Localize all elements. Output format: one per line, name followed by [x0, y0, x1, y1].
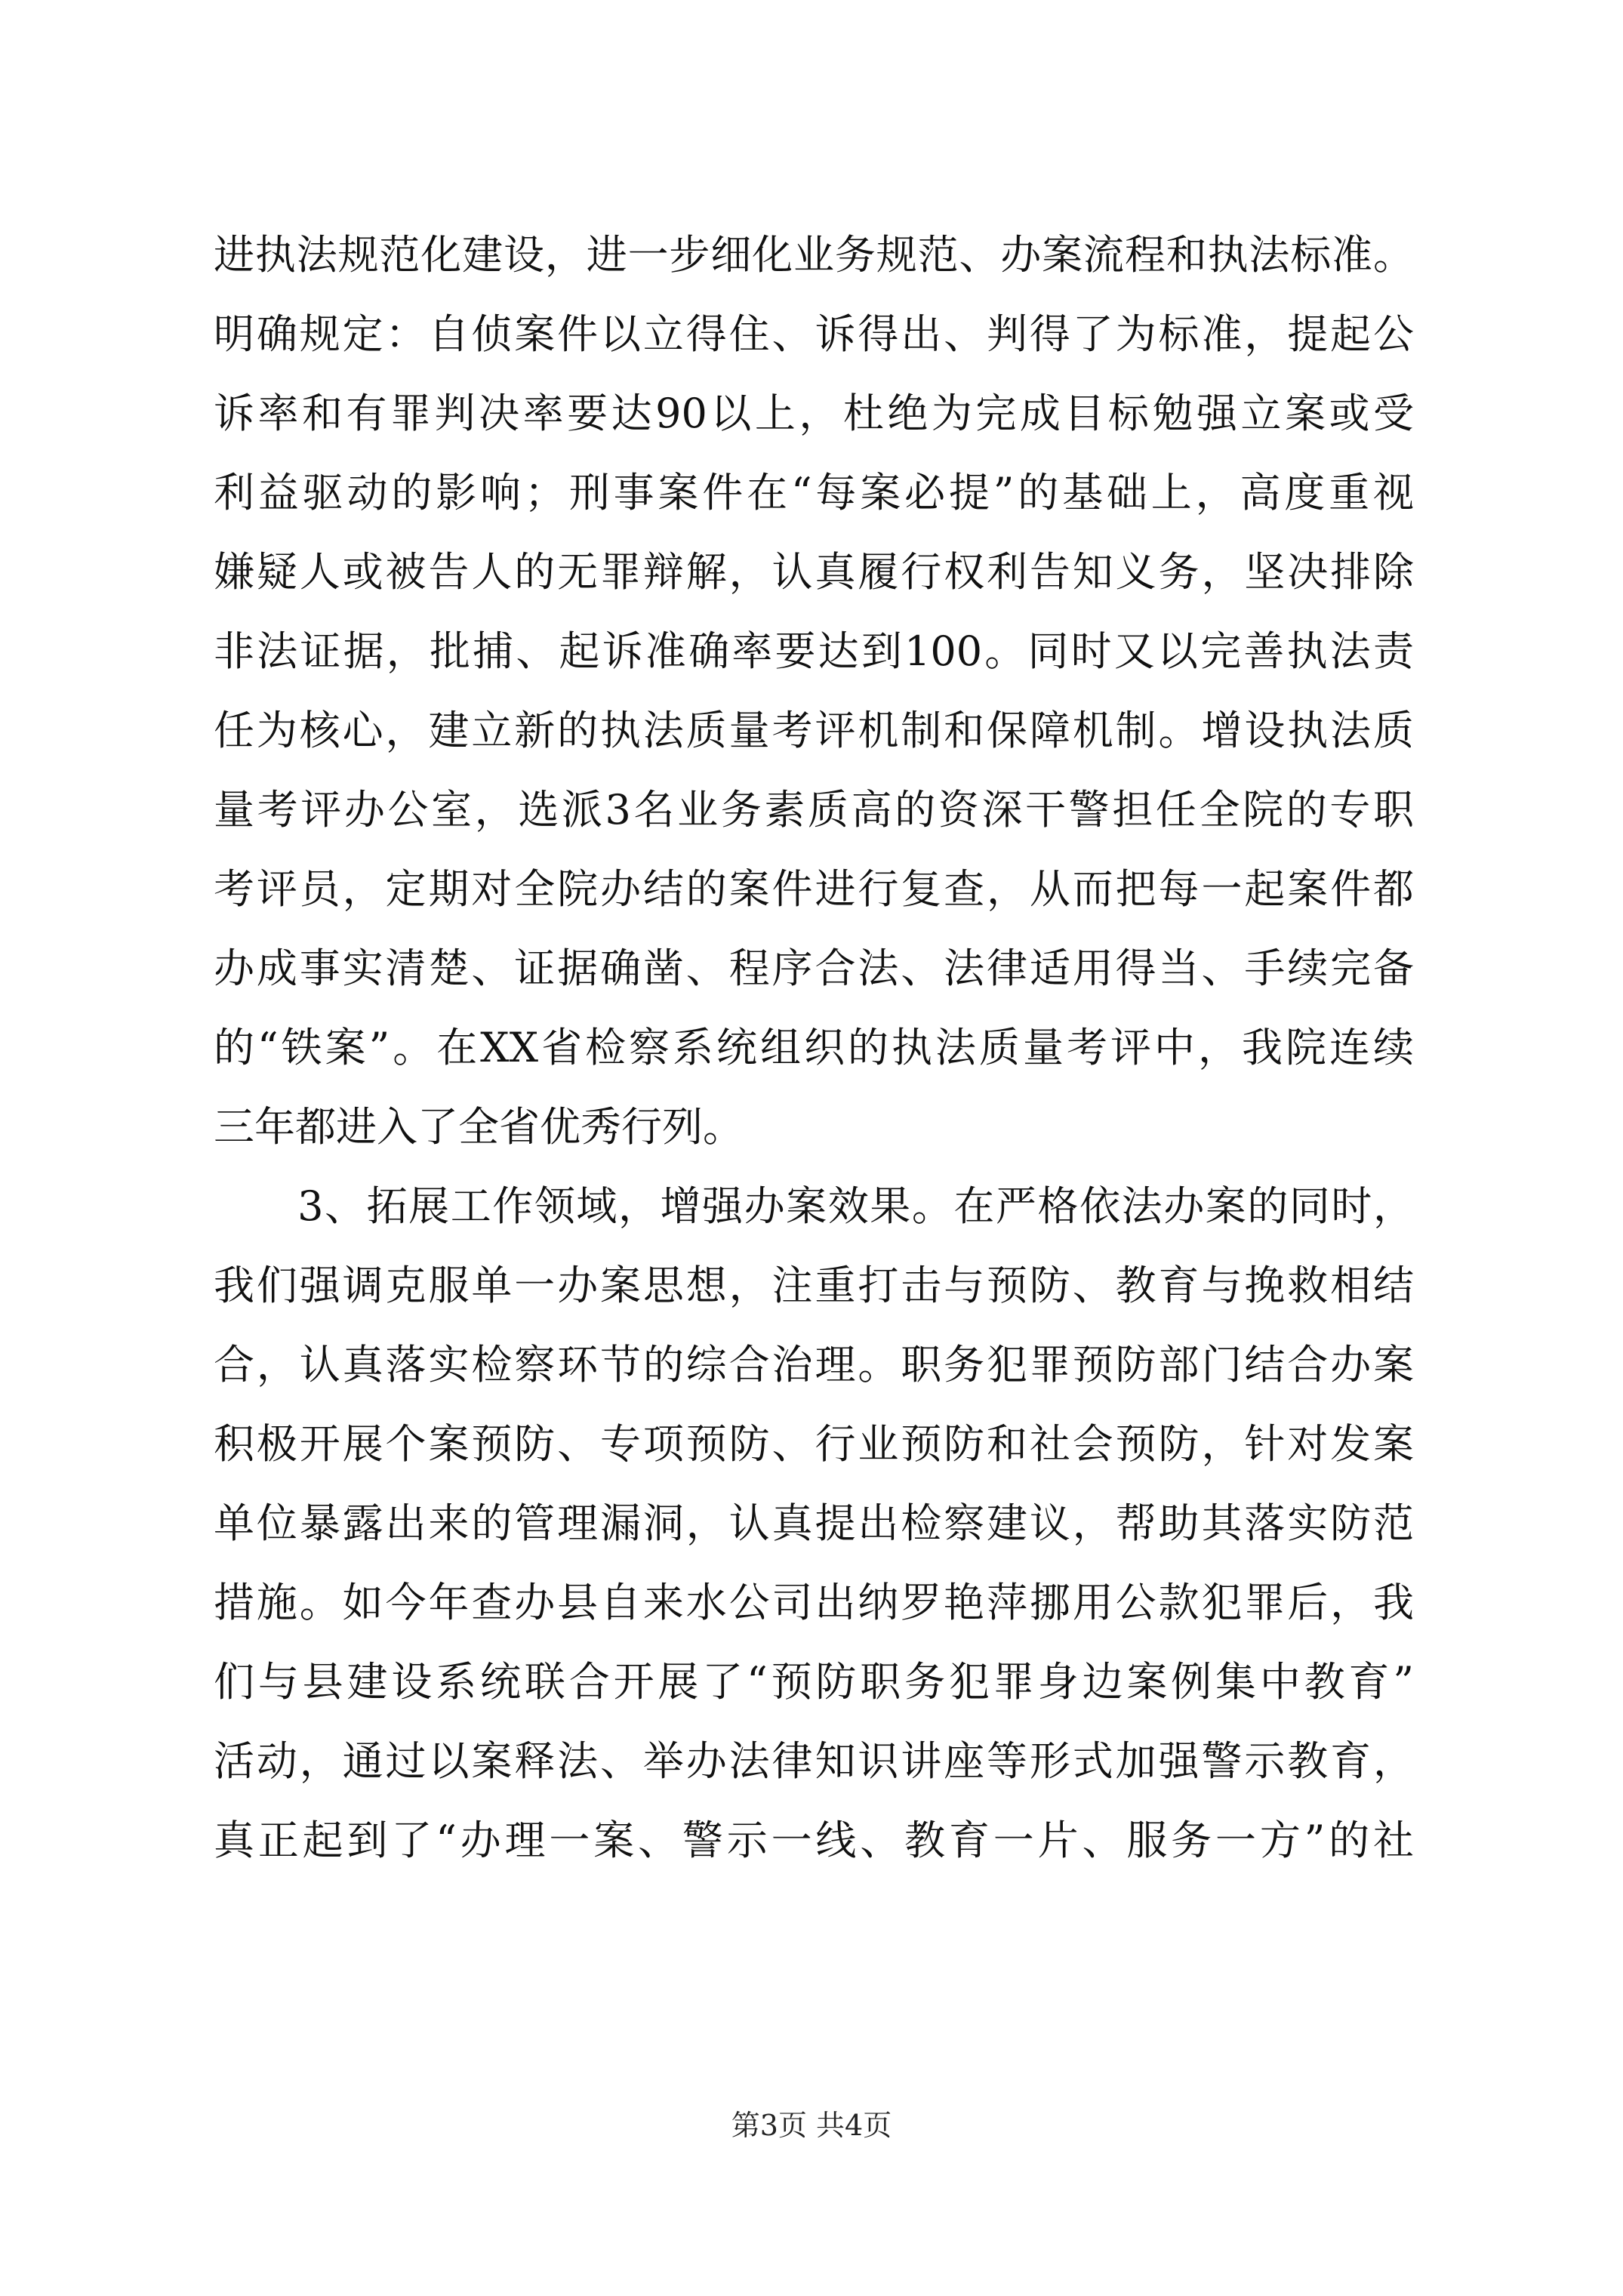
text-line: 的“铁案”。在XX省检察系统组织的执法质量考评中，我院连续 — [214, 1024, 1414, 1071]
text-line: 任为核心，建立新的执法质量考评机制和保障机制。增设执法质 — [214, 707, 1414, 754]
text-line: 考评员，定期对全院办结的案件进行复查，从而把每一起案件都 — [214, 865, 1414, 913]
text-line: 3、拓展工作领域，增强办案效果。在严格依法办案的同时， — [214, 1182, 1414, 1230]
text-line: 积极开展个案预防、专项预防、行业预防和社会预防，针对发案 — [214, 1420, 1414, 1468]
body-text — [214, 215, 1414, 1880]
text-line: 嫌疑人或被告人的无罪辩解，认真履行权利告知义务，坚决排除 — [214, 548, 1414, 596]
text-line: 措施。如今年查办县自来水公司出纳罗艳萍挪用公款犯罪后，我 — [214, 1579, 1414, 1626]
text-line: 办成事实清楚、证据确凿、程序合法、法律适用得当、手续完备 — [214, 945, 1414, 992]
text-line: 们与县建设系统联合开展了“预防职务犯罪身边案例集中教育” — [214, 1658, 1414, 1706]
text-line: 非法证据，批捕、起诉准确率要达到100。同时又以完善执法责 — [214, 627, 1414, 675]
text-line: 活动，通过以案释法、举办法律知识讲座等形式加强警示教育， — [214, 1737, 1414, 1785]
text-line: 明确规定：自侦案件以立得住、诉得出、判得了为标准，提起公 — [214, 310, 1414, 358]
text-line: 我们强调克服单一办案思想，注重打击与预防、教育与挽救相结 — [214, 1262, 1414, 1309]
page-number-footer: 第3页 共4页 — [731, 2109, 892, 2142]
text-line: 诉率和有罪判决率要达90以上，杜绝为完成目标勉强立案或受 — [214, 390, 1414, 437]
text-line: 利益驱动的影响；刑事案件在“每案必提”的基础上，高度重视 — [214, 469, 1414, 516]
text-line: 合，认真落实检察环节的综合治理。职务犯罪预防部门结合办案 — [214, 1341, 1414, 1388]
text-line: 单位暴露出来的管理漏洞，认真提出检察建议，帮助其落实防范 — [214, 1499, 1414, 1547]
text-line: 真正起到了“办理一案、警示一线、教育一片、服务一方”的社 — [214, 1817, 1414, 1864]
text-line: 进执法规范化建设，进一步细化业务规范、办案流程和执法标准。 — [214, 231, 1414, 279]
text-line: 三年都进入了全省优秀行列。 — [214, 1103, 744, 1151]
text-line: 量考评办公室，选派3名业务素质高的资深干警担任全院的专职 — [214, 786, 1414, 834]
